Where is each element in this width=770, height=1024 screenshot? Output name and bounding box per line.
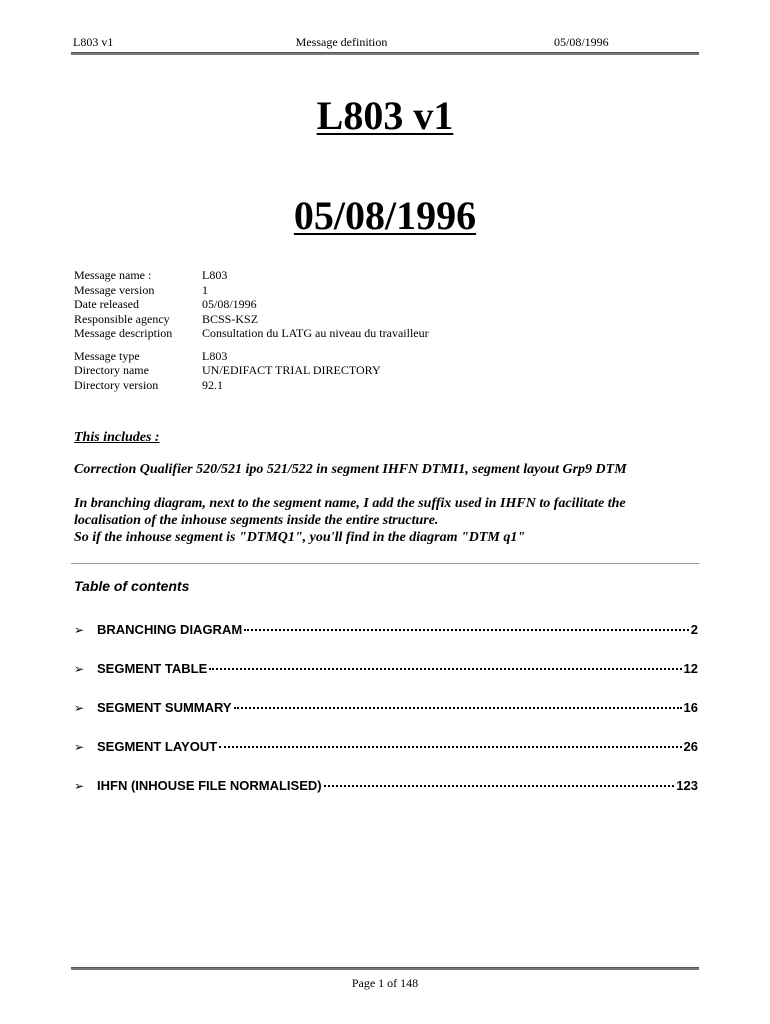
toc-leader-dots [324,785,675,787]
meta-label: Responsible agency [74,311,170,326]
includes-paragraph-branching-line1: In branching diagram, next to the segment name, I add the suffix used in IHFN to facilitate the [74,496,626,511]
arrow-bullet-icon: ➢ [74,779,85,793]
arrow-bullet-icon: ➢ [74,740,85,754]
meta-label: Message description [74,326,173,340]
meta-label: Message type [74,348,140,363]
meta-row-date-released [74,297,429,312]
footer-rule [71,967,699,970]
arrow-bullet-icon: ➢ [74,662,85,676]
footer-page-number: Page 1 of 148 [351,976,419,990]
page-title: L803 v1 [316,93,454,138]
toc-item-segment-layout[interactable] [74,737,698,756]
meta-row-message-name [74,268,429,283]
includes-heading: This includes : [74,430,160,445]
toc-item-title[interactable]: SEGMENT SUMMARY [97,700,232,715]
toc-item-title[interactable]: SEGMENT LAYOUT [97,739,218,754]
meta-value: BCSS-KSZ [202,311,259,326]
meta-value: 05/08/1996 [202,297,257,311]
meta-row-message-description [74,326,429,341]
toc-item-ihfn[interactable] [74,776,698,795]
meta-row-message-version [74,283,429,298]
meta-row-responsible-agency [74,312,429,327]
meta-label: Directory version [74,377,159,392]
meta-spacer [74,341,429,349]
toc-heading: Table of contents [74,578,190,594]
meta-row-message-type [74,349,429,364]
meta-value: 92.1 [202,377,223,392]
toc-item-title[interactable]: IHFN (INHOUSE FILE NORMALISED) [97,778,322,793]
header-document-id: L803 v1 [73,35,114,49]
toc-item-title[interactable]: BRANCHING DIAGRAM [97,622,243,637]
includes-paragraph-branching-line2: localisation of the inhouse segments inside the entire structure. [74,513,439,528]
arrow-bullet-icon: ➢ [74,701,85,715]
toc-item-page[interactable]: 16 [683,700,698,715]
meta-label: Date released [74,297,139,311]
arrow-bullet-icon: ➢ [74,623,85,637]
toc-item-page[interactable]: 12 [683,661,698,676]
meta-value: UN/EDIFACT TRIAL DIRECTORY [202,363,381,377]
toc-leader-dots [244,629,689,631]
section-divider [71,563,699,564]
toc-item-title[interactable]: SEGMENT TABLE [97,661,208,676]
page-subtitle-date: 05/08/1996 [293,193,477,238]
meta-label: Directory name [74,363,149,377]
meta-value: Consultation du LATG au niveau du travailleur [202,326,429,340]
meta-value: L803 [202,348,228,363]
toc-item-segment-summary[interactable] [74,698,698,717]
header-document-type: Message definition [295,35,388,49]
meta-value: L803 [202,268,228,282]
meta-label: Message version [74,282,155,297]
message-metadata [74,268,429,392]
header-date: 05/08/1996 [554,35,609,49]
meta-row-directory-name [74,363,429,378]
header-rule [71,52,699,55]
includes-paragraph-branching-line3: So if the inhouse segment is "DTMQ1", you'll find in the diagram "DTM q1" [74,530,526,545]
toc-item-page[interactable]: 26 [683,739,698,754]
toc-list [74,620,698,815]
toc-leader-dots [219,746,681,748]
toc-item-page[interactable]: 123 [676,778,698,793]
toc-item-page[interactable]: 2 [690,622,698,637]
meta-label: Message name : [74,268,152,282]
meta-value: 1 [202,282,208,297]
includes-paragraph-correction: Correction Qualifier 520/521 ipo 521/522 in segment IHFN DTMI1, segment layout Grp9 DTM [74,462,627,477]
toc-leader-dots [209,668,681,670]
toc-item-branching-diagram[interactable] [74,620,698,639]
toc-item-segment-table[interactable] [74,659,698,678]
toc-leader-dots [234,707,682,709]
meta-row-directory-version [74,378,429,393]
